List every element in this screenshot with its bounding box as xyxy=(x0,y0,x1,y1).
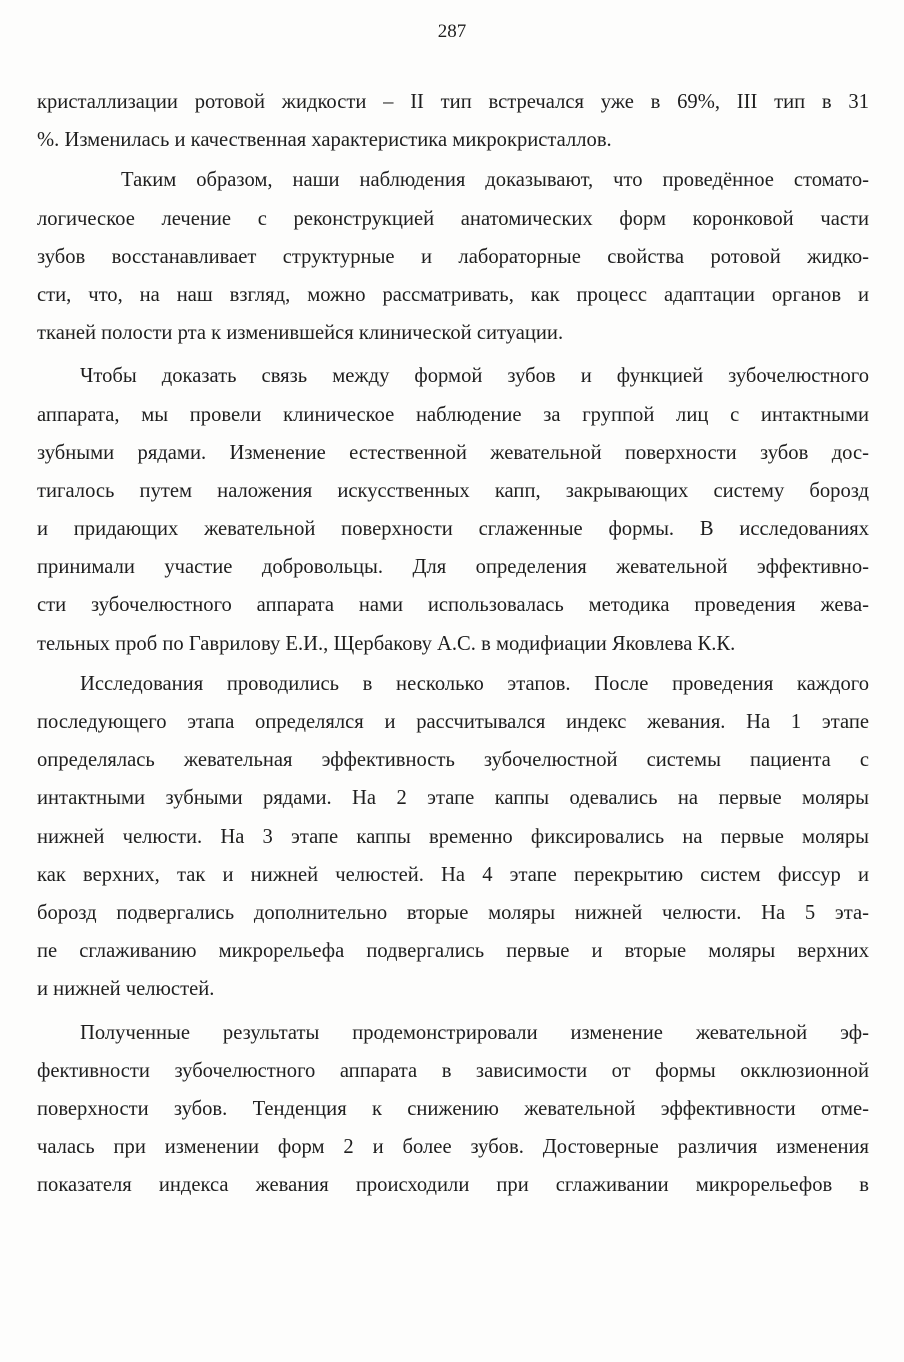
text-line: логическое лечение с реконструкцией анатомических форм коронковой части xyxy=(37,207,869,230)
text-line: тельных проб по Гаврилову Е.И., Щербакову А.С. в модифиации Яковлева К.К. xyxy=(37,632,736,655)
body-text xyxy=(37,87,869,1208)
text-line: определялась жевательная эффективность зубочелюстной системы пациента с xyxy=(37,749,869,772)
page-number: 287 xyxy=(437,21,467,42)
text-line: кристаллизации ротовой жидкости – II тип встречался уже в 69%, III тип в 31 xyxy=(37,91,869,113)
text-line: борозд подвергались дополнительно вторые моляры нижней челюсти. На 5 эта- xyxy=(37,901,869,924)
text-line: зубными рядами. Изменение естественной жевательной поверхности зубов дос- xyxy=(37,441,869,464)
text-line: и нижней челюстей. xyxy=(37,978,215,1001)
text-line: сти, что, на наш взгляд, можно рассматривать, как процесс адаптации органов и xyxy=(37,283,869,306)
text-line: сти зубочелюстного аппарата нами использовалась методика проведения жева- xyxy=(37,594,869,617)
text-line: интактными зубными рядами. На 2 этапе каппы одевались на первые моляры xyxy=(37,787,869,810)
text-line: и придающих жевательной поверхности сглаженные формы. В исследованиях xyxy=(37,518,869,541)
text-line: показателя индекса жевания происходили при сглаживании микрорельефов в xyxy=(37,1174,869,1197)
text-line: %. Изменилась и качественная характеристика микрокристаллов. xyxy=(37,129,612,152)
text-line: Полученные результаты продемонстрировали изменение жевательной эф- xyxy=(80,1021,869,1044)
text-line: Чтобы доказать связь между формой зубов и функцией зубочелюстного xyxy=(80,365,869,388)
text-line: Исследования проводились в несколько этапов. После проведения каждого xyxy=(80,672,869,695)
text-line: фективности зубочелюстного аппарата в зависимости от формы окклюзионной xyxy=(37,1059,869,1082)
text-line: поверхности зубов. Тенденция к снижению жевательной эффективности отме- xyxy=(37,1097,869,1120)
text-line: нижней челюсти. На 3 этапе каппы временно фиксировались на первые моляры xyxy=(37,825,869,848)
text-line: пе сглаживанию микрорельефа подвергались первые и вторые моляры верхних xyxy=(37,940,869,963)
text-line: последующего этапа определялся и рассчитывался индекс жевания. На 1 этапе xyxy=(37,711,869,733)
text-line: зубов восстанавливает структурные и лабораторные свойства ротовой жидко- xyxy=(37,245,869,268)
text-line: Таким образом, наши наблюдения доказывают, что проведённое стомато- xyxy=(121,169,869,192)
text-line: чалась при изменении форм 2 и более зубов. Достоверные различия изменения xyxy=(37,1136,869,1159)
text-line: аппарата, мы провели клиническое наблюдение за группой лиц с интактными xyxy=(37,403,869,426)
text-line: как верхних, так и нижней челюстей. На 4 этапе перекрытию систем фиссур и xyxy=(37,863,869,886)
text-line: принимали участие добровольцы. Для определения жевательной эффективно- xyxy=(37,556,869,579)
text-line: тканей полости рта к изменившейся клинической ситуации. xyxy=(37,322,564,345)
text-line: тигалось путем наложения искусственных капп, закрывающих систему борозд xyxy=(37,479,869,502)
